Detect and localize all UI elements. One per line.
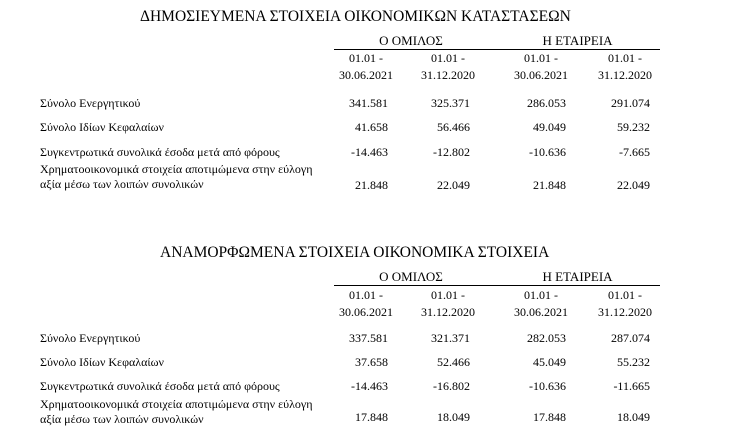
group-header-company: Η ΕΤΑΙΡΕΙΑ bbox=[542, 269, 613, 284]
row-value: 37.658 bbox=[355, 355, 388, 369]
row-value: 59.232 bbox=[617, 120, 650, 134]
header-rule bbox=[334, 285, 660, 286]
row-value: 22.049 bbox=[437, 178, 470, 192]
group-header-company: Η ΕΤΑΙΡΕΙΑ bbox=[542, 33, 613, 48]
period-header: 01.01 - 31.12.2020 bbox=[421, 51, 475, 82]
period-header: 01.01 - 31.12.2020 bbox=[421, 288, 475, 319]
row-value: 56.466 bbox=[437, 120, 470, 134]
row-value: 17.848 bbox=[533, 410, 566, 424]
row-label: Σύνολο Ιδίων Κεφαλαίων bbox=[40, 120, 164, 134]
row-value: -16.802 bbox=[433, 379, 470, 393]
row-value: -10.636 bbox=[529, 145, 566, 159]
published-statements-section bbox=[0, 0, 745, 210]
period-header: 01.01 - 30.06.2021 bbox=[514, 288, 568, 319]
period-header: 01.01 - 31.12.2020 bbox=[598, 288, 652, 319]
row-label: Χρηματοοικονομικά στοιχεία αποτιμώμενα στην εύλογη αξία μέσω των λοιπών συνολικών bbox=[40, 162, 313, 191]
group-header-group: Ο ΟΜΙΛΟΣ bbox=[379, 269, 443, 284]
row-value: 282.053 bbox=[527, 331, 566, 345]
row-value: -12.802 bbox=[433, 145, 470, 159]
row-label: Σύνολο Ενεργητικού bbox=[40, 96, 141, 110]
row-value: 287.074 bbox=[611, 331, 650, 345]
row-label: Σύνολο Ιδίων Κεφαλαίων bbox=[40, 355, 164, 369]
group-header-group: Ο ΟΜΙΛΟΣ bbox=[379, 33, 443, 48]
row-label: Χρηματοοικονομικά στοιχεία αποτιμώμενα στην εύλογη αξία μέσω των λοιπών συνολικών bbox=[40, 397, 313, 426]
row-value: -14.463 bbox=[351, 145, 388, 159]
row-value: 17.848 bbox=[355, 410, 388, 424]
row-value: 45.049 bbox=[533, 355, 566, 369]
row-value: 341.581 bbox=[349, 96, 388, 110]
restated-statements-section bbox=[0, 238, 745, 443]
row-value: -7.665 bbox=[619, 145, 650, 159]
section-title: ΑΝΑΜΟΡΦΩΜΕΝΑ ΣΤΟΙΧΕΙΑ ΟΙΚΟΝΟΜΙΚΑ ΣΤΟΙΧΕΙΑ bbox=[160, 244, 550, 261]
period-header: 01.01 - 30.06.2021 bbox=[339, 51, 393, 82]
row-value: 21.848 bbox=[533, 178, 566, 192]
row-value: -11.665 bbox=[613, 379, 650, 393]
row-value: -10.636 bbox=[529, 379, 566, 393]
row-value: 325.371 bbox=[431, 96, 470, 110]
row-value: 337.581 bbox=[349, 331, 388, 345]
row-value: 321.371 bbox=[431, 331, 470, 345]
row-value: 22.049 bbox=[617, 178, 650, 192]
row-label: Σύνολο Ενεργητικού bbox=[40, 331, 141, 345]
row-value: 41.658 bbox=[355, 120, 388, 134]
row-value: -14.463 bbox=[351, 379, 388, 393]
period-header: 01.01 - 30.06.2021 bbox=[339, 288, 393, 319]
row-value: 52.466 bbox=[437, 355, 470, 369]
row-value: 291.074 bbox=[611, 96, 650, 110]
row-value: 49.049 bbox=[533, 120, 566, 134]
row-value: 18.049 bbox=[617, 410, 650, 424]
row-value: 55.232 bbox=[617, 355, 650, 369]
row-label: Συγκεντρωτικά συνολικά έσοδα μετά από φόρους bbox=[40, 145, 280, 159]
section-title: ΔΗΜΟΣΙΕΥΜΕΝΑ ΣΤΟΙΧΕΙΑ ΟΙΚΟΝΟΜΙΚΩΝ ΚΑΤΑΣΤΑΣΕΩΝ bbox=[140, 8, 571, 25]
row-value: 18.049 bbox=[437, 410, 470, 424]
row-value: 286.053 bbox=[527, 96, 566, 110]
period-header: 01.01 - 30.06.2021 bbox=[514, 51, 568, 82]
row-label: Συγκεντρωτικά συνολικά έσοδα μετά από φόρους bbox=[40, 379, 280, 393]
period-header: 01.01 - 31.12.2020 bbox=[598, 51, 652, 82]
row-value: 21.848 bbox=[355, 178, 388, 192]
